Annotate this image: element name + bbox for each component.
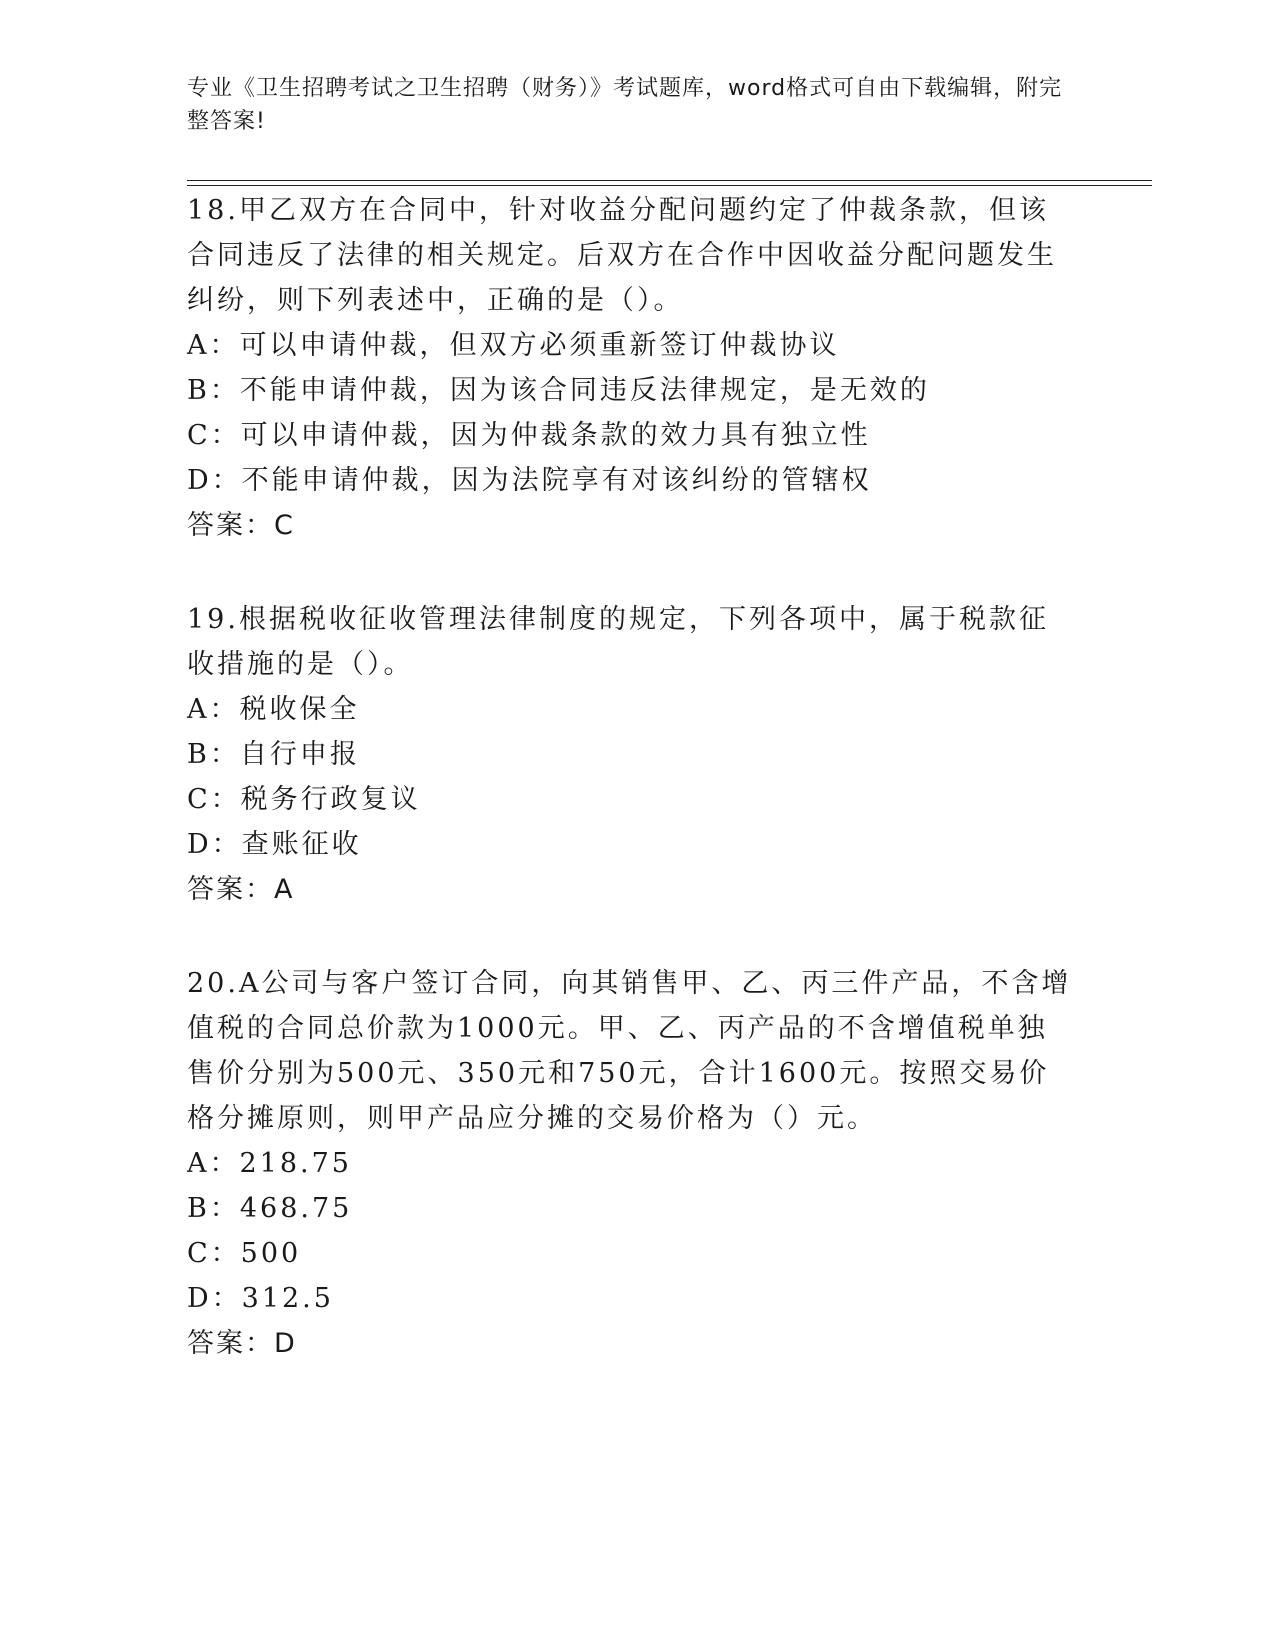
option-c: C：500 [187, 1238, 302, 1269]
option-a: A：可以申请仲裁，但双方必须重新签订仲裁协议 [187, 330, 840, 361]
header-divider-top [187, 180, 1152, 181]
option-a: A：218.75 [187, 1148, 352, 1179]
option-d: D：312.5 [187, 1283, 334, 1314]
question-stem: 19.根据税收征收管理法律制度的规定，下列各项中，属于税款征收措施的是（）。 [187, 604, 1049, 680]
header-divider-bottom [187, 185, 1152, 186]
answer-line: 答案：C [187, 510, 295, 541]
option-a: A：税收保全 [187, 694, 360, 725]
question-stem: 18.甲乙双方在合同中，针对收益分配问题约定了仲裁条款，但该合同违反了法律的相关规定。后双方在合作中因收益分配问题发生纠纷，则下列表述中，正确的是（）。 [187, 195, 1057, 316]
question-19 [187, 597, 1077, 912]
option-d: D：不能申请仲裁，因为法院享有对该纠纷的管辖权 [187, 465, 872, 496]
answer-line: 答案：D [187, 1328, 297, 1359]
option-b: B：自行申报 [187, 739, 360, 770]
question-20 [187, 961, 1077, 1366]
option-d: D：查账征收 [187, 829, 362, 860]
option-c: C：可以申请仲裁，因为仲裁条款的效力具有独立性 [187, 420, 871, 451]
answer-line: 答案：A [187, 874, 295, 905]
option-b: B：468.75 [187, 1193, 353, 1224]
question-stem: 20.A公司与客户签订合同，向其销售甲、乙、丙三件产品，不含增值税的合同总价款为1000元。甲、乙、丙产品的不含增值税单独售价分别为500元、350元和750元，合计1600元。按照交易价格分摊原则，则甲产品应分摊的交易价格为（）元。 [187, 968, 1072, 1134]
option-c: C：税务行政复议 [187, 784, 421, 815]
option-b: B：不能申请仲裁，因为该合同违反法律规定，是无效的 [187, 375, 930, 406]
question-18 [187, 188, 1077, 548]
document-header: 专业《卫生招聘考试之卫生招聘（财务）》考试题库，word格式可自由下载编辑，附完整答案! [187, 76, 1063, 134]
